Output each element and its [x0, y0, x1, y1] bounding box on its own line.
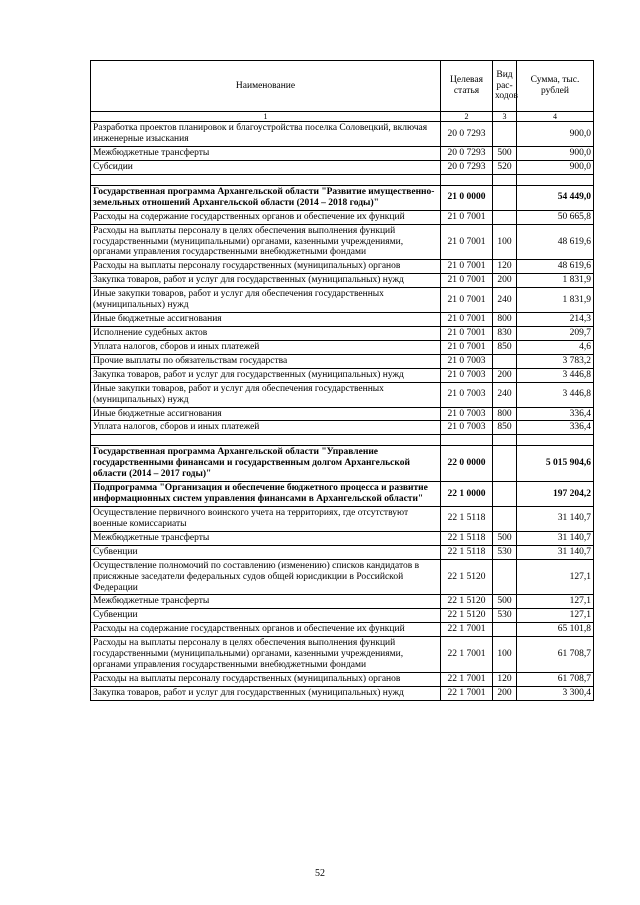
- header-sum: Сумма, тыс. рублей: [517, 61, 594, 112]
- cell-sum: 31 140,7: [517, 507, 594, 532]
- table-row: [91, 595, 594, 609]
- cell-expense-type: [493, 507, 517, 532]
- cell-name: Расходы на содержание государственных органов и обеспечение их функций: [91, 210, 441, 224]
- cell-sum: 900,0: [517, 147, 594, 161]
- table-row: [91, 559, 594, 595]
- cell-sum: 61 708,7: [517, 672, 594, 686]
- cell-target-code: 21 0 7003: [441, 368, 493, 382]
- cell-name: Подпрограмма "Организация и обеспечение бюджетного процесса и развитие информационных систем управления финансами в Архангельской области": [91, 482, 441, 507]
- cell-name: Уплата налогов, сборов и иных платежей: [91, 340, 441, 354]
- cell-name: Закупка товаров, работ и услуг для государственных (муниципальных) нужд: [91, 368, 441, 382]
- cell-target-code: 22 0 0000: [441, 446, 493, 482]
- cell-expense-type: 520: [493, 160, 517, 174]
- cell-name: Исполнение судебных актов: [91, 327, 441, 341]
- spacer-cell: [441, 435, 493, 446]
- spacer-cell: [493, 174, 517, 185]
- cell-sum: 3 300,4: [517, 686, 594, 700]
- cell-target-code: 21 0 7001: [441, 288, 493, 313]
- table-row: [91, 507, 594, 532]
- cell-sum: 31 140,7: [517, 545, 594, 559]
- cell-target-code: 20 0 7293: [441, 160, 493, 174]
- cell-expense-type: 120: [493, 672, 517, 686]
- table-row: [91, 545, 594, 559]
- cell-target-code: 22 1 0000: [441, 482, 493, 507]
- cell-sum: 3 783,2: [517, 354, 594, 368]
- cell-name: Расходы на выплаты персоналу в целях обеспечения выполнения функций государственными (муниципальными) органами, казенными учреждениями, органами управления государственными внебюджетными фондами: [91, 224, 441, 260]
- cell-sum: 3 446,8: [517, 382, 594, 407]
- cell-sum: 54 449,0: [517, 185, 594, 210]
- cell-target-code: 21 0 7001: [441, 260, 493, 274]
- cell-sum: 48 619,6: [517, 224, 594, 260]
- table-body: [91, 122, 594, 701]
- cell-name: Государственная программа Архангельской области "Развитие имущественно-земельных отношений Архангельской области (2014 – 2018 годы)": [91, 185, 441, 210]
- column-number: 2: [441, 112, 493, 122]
- table-row: [91, 313, 594, 327]
- table-row: [91, 482, 594, 507]
- cell-target-code: 21 0 7001: [441, 274, 493, 288]
- spacer-cell: [493, 435, 517, 446]
- cell-sum: 900,0: [517, 160, 594, 174]
- cell-name: Иные закупки товаров, работ и услуг для обеспечения государственных (муниципальных) нужд: [91, 382, 441, 407]
- table-row: [91, 637, 594, 673]
- cell-target-code: 21 0 7003: [441, 382, 493, 407]
- cell-sum: 336,4: [517, 407, 594, 421]
- column-number: 3: [493, 112, 517, 122]
- cell-target-code: 22 1 5120: [441, 559, 493, 595]
- cell-name: Иные бюджетные ассигнования: [91, 407, 441, 421]
- cell-expense-type: 240: [493, 382, 517, 407]
- cell-sum: 1 831,9: [517, 274, 594, 288]
- table-row: [91, 421, 594, 435]
- table-row: [91, 160, 594, 174]
- cell-name: Разработка проектов планировок и благоустройства поселка Соловецкий, включая инженерные изыскания: [91, 122, 441, 147]
- cell-sum: 50 665,8: [517, 210, 594, 224]
- spacer-cell: [91, 435, 441, 446]
- spacer-row: [91, 174, 594, 185]
- cell-target-code: 22 1 5118: [441, 531, 493, 545]
- cell-sum: 336,4: [517, 421, 594, 435]
- cell-name: Расходы на содержание государственных органов и обеспечение их функций: [91, 623, 441, 637]
- column-number-row: [91, 112, 594, 122]
- cell-name: Расходы на выплаты персоналу государственных (муниципальных) органов: [91, 260, 441, 274]
- table-row: [91, 368, 594, 382]
- cell-name: Субсидии: [91, 160, 441, 174]
- cell-sum: 65 101,8: [517, 623, 594, 637]
- cell-expense-type: [493, 446, 517, 482]
- column-number: 1: [91, 112, 441, 122]
- table-row: [91, 407, 594, 421]
- table-row: [91, 224, 594, 260]
- table-row: [91, 340, 594, 354]
- cell-name: Иные закупки товаров, работ и услуг для обеспечения государственных (муниципальных) нужд: [91, 288, 441, 313]
- cell-expense-type: 120: [493, 260, 517, 274]
- cell-name: Субвенции: [91, 609, 441, 623]
- cell-name: Прочие выплаты по обязательствам государства: [91, 354, 441, 368]
- cell-target-code: 20 0 7293: [441, 122, 493, 147]
- cell-target-code: 21 0 7003: [441, 407, 493, 421]
- cell-target-code: 21 0 7001: [441, 224, 493, 260]
- cell-name: Осуществление полномочий по составлению (изменению) списков кандидатов в присяжные заседатели федеральных судов общей юрисдикции в Российской Федерации: [91, 559, 441, 595]
- spacer-row: [91, 435, 594, 446]
- cell-expense-type: 850: [493, 340, 517, 354]
- cell-target-code: 22 1 5118: [441, 545, 493, 559]
- table-row: [91, 446, 594, 482]
- cell-expense-type: 240: [493, 288, 517, 313]
- cell-name: Закупка товаров, работ и услуг для государственных (муниципальных) нужд: [91, 686, 441, 700]
- cell-name: Межбюджетные трансферты: [91, 595, 441, 609]
- cell-expense-type: [493, 482, 517, 507]
- cell-expense-type: [493, 210, 517, 224]
- table-row: [91, 354, 594, 368]
- cell-target-code: 22 1 7001: [441, 637, 493, 673]
- cell-expense-type: 850: [493, 421, 517, 435]
- cell-sum: 214,3: [517, 313, 594, 327]
- cell-expense-type: 800: [493, 313, 517, 327]
- cell-expense-type: [493, 185, 517, 210]
- page-number: 52: [315, 868, 325, 879]
- cell-sum: 209,7: [517, 327, 594, 341]
- cell-name: Межбюджетные трансферты: [91, 531, 441, 545]
- cell-target-code: 22 1 7001: [441, 672, 493, 686]
- header-code: Целевая статья: [441, 61, 493, 112]
- cell-expense-type: 200: [493, 274, 517, 288]
- cell-sum: 127,1: [517, 609, 594, 623]
- cell-sum: 5 015 904,6: [517, 446, 594, 482]
- cell-sum: 127,1: [517, 559, 594, 595]
- cell-expense-type: [493, 559, 517, 595]
- spacer-cell: [91, 174, 441, 185]
- cell-sum: 127,1: [517, 595, 594, 609]
- cell-expense-type: [493, 354, 517, 368]
- cell-expense-type: 200: [493, 368, 517, 382]
- budget-table: [90, 60, 594, 701]
- cell-sum: 197 204,2: [517, 482, 594, 507]
- cell-name: Закупка товаров, работ и услуг для государственных (муниципальных) нужд: [91, 274, 441, 288]
- cell-expense-type: 200: [493, 686, 517, 700]
- table-row: [91, 147, 594, 161]
- cell-target-code: 22 1 5118: [441, 507, 493, 532]
- cell-target-code: 21 0 7001: [441, 340, 493, 354]
- cell-target-code: 21 0 7001: [441, 327, 493, 341]
- spacer-cell: [517, 435, 594, 446]
- table-row: [91, 210, 594, 224]
- cell-expense-type: 500: [493, 531, 517, 545]
- table-row: [91, 185, 594, 210]
- cell-sum: 1 831,9: [517, 288, 594, 313]
- cell-target-code: 21 0 7003: [441, 354, 493, 368]
- cell-target-code: 21 0 0000: [441, 185, 493, 210]
- cell-name: Уплата налогов, сборов и иных платежей: [91, 421, 441, 435]
- table-row: [91, 382, 594, 407]
- table-row: [91, 274, 594, 288]
- cell-target-code: 22 1 7001: [441, 623, 493, 637]
- table-header-row: [91, 61, 594, 112]
- cell-expense-type: 500: [493, 147, 517, 161]
- header-name: Наименование: [91, 61, 441, 112]
- cell-sum: 3 446,8: [517, 368, 594, 382]
- cell-expense-type: 830: [493, 327, 517, 341]
- cell-target-code: 22 1 5120: [441, 609, 493, 623]
- cell-expense-type: 530: [493, 545, 517, 559]
- cell-sum: 31 140,7: [517, 531, 594, 545]
- cell-target-code: 21 0 7001: [441, 210, 493, 224]
- spacer-cell: [517, 174, 594, 185]
- cell-expense-type: 100: [493, 224, 517, 260]
- table-row: [91, 672, 594, 686]
- cell-expense-type: 100: [493, 637, 517, 673]
- table-row: [91, 623, 594, 637]
- cell-name: Иные бюджетные ассигнования: [91, 313, 441, 327]
- table-row: [91, 122, 594, 147]
- table-row: [91, 609, 594, 623]
- cell-name: Расходы на выплаты персоналу государственных (муниципальных) органов: [91, 672, 441, 686]
- table-row: [91, 288, 594, 313]
- spacer-cell: [441, 174, 493, 185]
- table-row: [91, 686, 594, 700]
- cell-target-code: 21 0 7001: [441, 313, 493, 327]
- cell-target-code: 20 0 7293: [441, 147, 493, 161]
- table-row: [91, 327, 594, 341]
- cell-target-code: 21 0 7003: [441, 421, 493, 435]
- header-type: Вид рас-ходов: [493, 61, 517, 112]
- cell-sum: 4,6: [517, 340, 594, 354]
- cell-name: Субвенции: [91, 545, 441, 559]
- cell-target-code: 22 1 5120: [441, 595, 493, 609]
- cell-target-code: 22 1 7001: [441, 686, 493, 700]
- cell-sum: 900,0: [517, 122, 594, 147]
- cell-expense-type: [493, 623, 517, 637]
- cell-name: Осуществление первичного воинского учета на территориях, где отсутствуют военные комиссариаты: [91, 507, 441, 532]
- cell-expense-type: 800: [493, 407, 517, 421]
- column-number: 4: [517, 112, 594, 122]
- cell-name: Межбюджетные трансферты: [91, 147, 441, 161]
- table-row: [91, 260, 594, 274]
- cell-sum: 48 619,6: [517, 260, 594, 274]
- table-row: [91, 531, 594, 545]
- cell-expense-type: [493, 122, 517, 147]
- cell-expense-type: 530: [493, 609, 517, 623]
- cell-sum: 61 708,7: [517, 637, 594, 673]
- cell-name: Государственная программа Архангельской области "Управление государственными финансами и государственным долгом Архангельской области (2014 – 2017 годы)": [91, 446, 441, 482]
- cell-expense-type: 500: [493, 595, 517, 609]
- cell-name: Расходы на выплаты персоналу в целях обеспечения выполнения функций государственными (муниципальными) органами, казенными учреждениями, органами управления государственными внебюджетными фондами: [91, 637, 441, 673]
